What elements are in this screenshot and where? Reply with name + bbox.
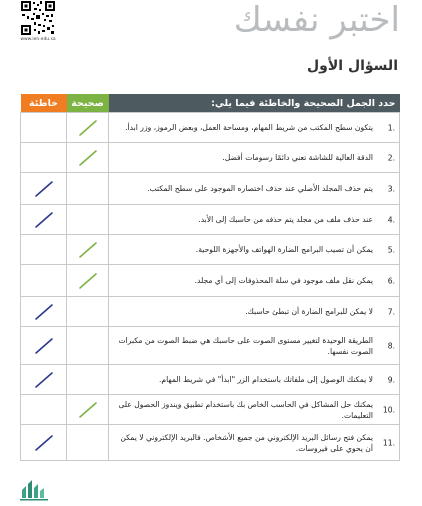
question-number: 5. [387, 245, 395, 254]
true-answer-cell[interactable] [67, 425, 109, 461]
true-answer-cell[interactable] [67, 113, 109, 143]
page-title: اختبر نفسك [233, 0, 400, 40]
slash-mark-icon [77, 401, 99, 419]
question-cell [109, 173, 400, 205]
slash-mark-icon [33, 303, 55, 321]
question-text: يمكن نقل ملف موجود في سلة المحذوفات إلى أي مجلد. [194, 276, 373, 285]
table-row [21, 327, 400, 365]
true-answer-cell[interactable] [67, 297, 109, 327]
header-false: خاطئة [21, 94, 67, 113]
slash-mark-icon [77, 272, 99, 290]
false-answer-cell[interactable] [21, 143, 67, 173]
question-number: 8. [387, 341, 395, 350]
question-number: 1. [387, 123, 395, 132]
ministry-logo [18, 478, 54, 502]
false-answer-cell[interactable] [21, 265, 67, 297]
table-row [21, 173, 400, 205]
question-text: يتم حذف المجلد الأصلي عند حذف اختصاره الموجود على سطح المكتب. [147, 184, 373, 193]
section-title: السؤال الأول [307, 58, 398, 74]
true-false-table [20, 94, 400, 461]
question-cell [109, 265, 400, 297]
question-text: يتكون سطح المكتب من شريط المهام، ومساحة العمل، وبعض الرموز، وزر ابدأ. [125, 123, 373, 132]
question-cell [109, 395, 400, 425]
qr-code-icon [20, 0, 56, 36]
slash-mark-icon [33, 211, 55, 229]
table-row [21, 235, 400, 265]
question-cell [109, 205, 400, 235]
true-answer-cell[interactable] [67, 327, 109, 365]
question-text: لا يمكنك الوصول إلى ملفاتك باستخدام الزر "ابدأ" في شريط المهام. [158, 375, 373, 384]
question-text: لا يمكن للبرامج الضارة أن تبطئ حاسبك. [245, 307, 373, 316]
question-number: 3. [387, 184, 395, 193]
question-number: 7. [387, 307, 395, 316]
false-answer-cell[interactable] [21, 327, 67, 365]
true-answer-cell[interactable] [67, 235, 109, 265]
false-answer-cell[interactable] [21, 297, 67, 327]
false-answer-cell[interactable] [21, 365, 67, 395]
table-row [21, 297, 400, 327]
false-answer-cell[interactable] [21, 425, 67, 461]
table-row [21, 425, 400, 461]
question-cell [109, 113, 400, 143]
question-number: 11. [382, 438, 395, 447]
false-answer-cell[interactable] [21, 205, 67, 235]
question-text: يمكن فتح رسائل البريد الإلكتروني من جميع الأشخاص. فالبريد الإلكتروني لا يمكن أن يحوي على فيروسات. [120, 432, 373, 453]
qr-url: www.ien.edu.sa [20, 37, 56, 42]
question-cell [109, 143, 400, 173]
question-cell [109, 297, 400, 327]
question-number: 4. [387, 215, 395, 224]
true-answer-cell[interactable] [67, 365, 109, 395]
table-row [21, 143, 400, 173]
slash-mark-icon [77, 149, 99, 167]
table-row [21, 395, 400, 425]
true-answer-cell[interactable] [67, 205, 109, 235]
false-answer-cell[interactable] [21, 113, 67, 143]
header-true: صحيحة [67, 94, 109, 113]
true-answer-cell[interactable] [67, 265, 109, 297]
table-row [21, 113, 400, 143]
question-cell [109, 365, 400, 395]
question-text: يمكنك حل المشاكل في الحاسب الخاص بك باستخدام تطبيق ويندوز الحصول على التعليمات. [118, 399, 373, 420]
question-number: 6. [387, 276, 395, 285]
ministry-logo-icon [18, 478, 54, 502]
slash-mark-icon [33, 180, 55, 198]
table-row [21, 265, 400, 297]
slash-mark-icon [77, 119, 99, 137]
false-answer-cell[interactable] [21, 235, 67, 265]
true-answer-cell[interactable] [67, 143, 109, 173]
question-cell [109, 425, 400, 461]
false-answer-cell[interactable] [21, 395, 67, 425]
question-text: عند حذف ملف من مجلد يتم حذفه من حاسبك إلى الأبد. [198, 215, 373, 224]
slash-mark-icon [33, 337, 55, 355]
slash-mark-icon [33, 371, 55, 389]
true-answer-cell[interactable] [67, 173, 109, 205]
question-text: الطريقة الوحيدة لتغيير مستوى الصوت على حاسبك هي ضبط الصوت من مكبرات الصوت نفسها. [118, 335, 373, 356]
question-text: يمكن أن تصيب البرامج الضارة الهواتف والأجهزة اللوحية. [195, 245, 373, 254]
table-row [21, 205, 400, 235]
table-row [21, 365, 400, 395]
question-number: 2. [387, 153, 395, 162]
true-answer-cell[interactable] [67, 395, 109, 425]
slash-mark-icon [77, 241, 99, 259]
question-number: 10. [382, 405, 395, 414]
question-cell [109, 235, 400, 265]
question-number: 9. [387, 375, 395, 384]
question-cell [109, 327, 400, 365]
slash-mark-icon [33, 434, 55, 452]
false-answer-cell[interactable] [21, 173, 67, 205]
header-question: حدد الجمل الصحيحة والخاطئة فيما يلي: [109, 94, 400, 113]
table-header-row [21, 94, 400, 113]
qr-code [20, 0, 56, 44]
question-text: الدقة العالية للشاشة تعني دائمًا رسومات أفضل. [222, 153, 373, 162]
